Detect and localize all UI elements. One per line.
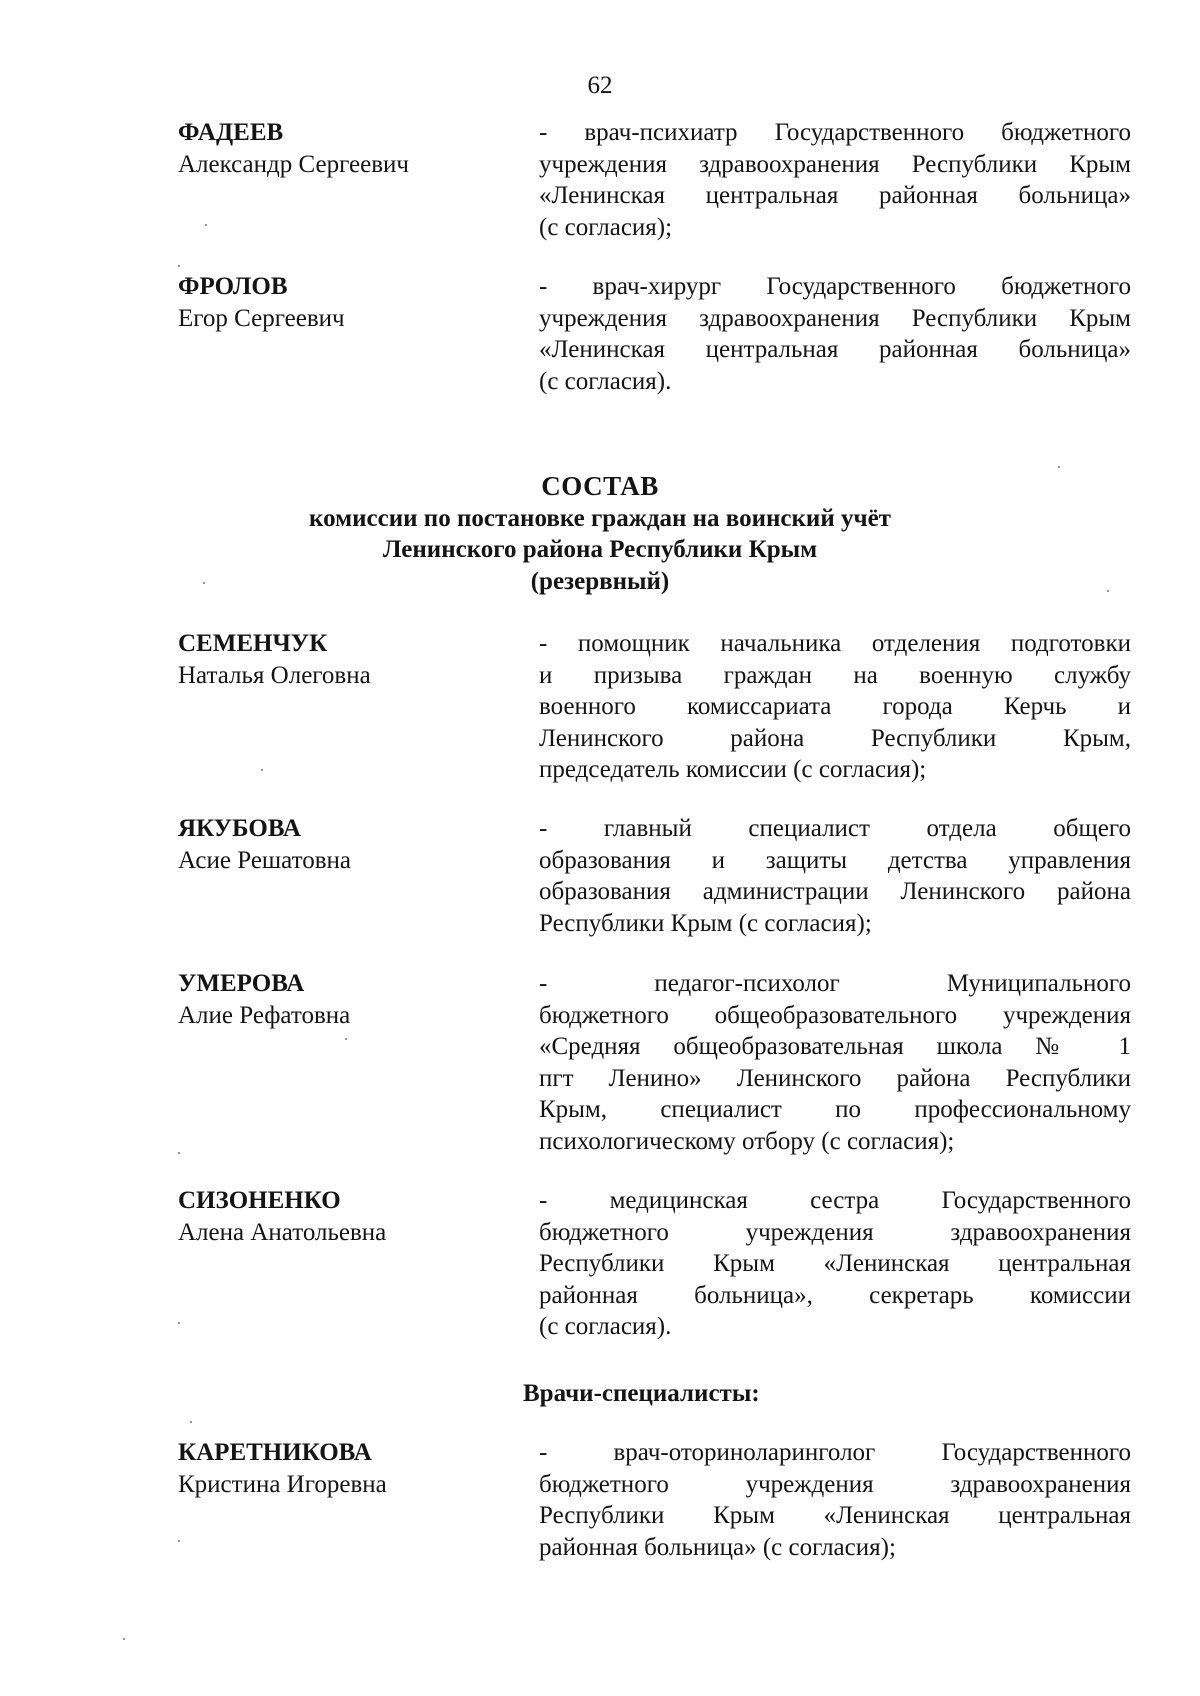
position-line: - главный специалист отдела общего [539, 815, 1131, 842]
member-given-name: Александр Сергеевич [178, 150, 409, 178]
member-name [178, 813, 478, 876]
position-line: Республики Крым «Ленинская центральная [539, 1502, 1131, 1529]
position-line: пгт Ленино» Ленинского района Республики [539, 1064, 1131, 1092]
position-line: - медицинская сестра Государственного [539, 1187, 1131, 1214]
position-line: - врач-оториноларинголог Государственного [539, 1439, 1131, 1466]
member-surname: ЯКУБОВА [178, 815, 301, 842]
heading-line: (резервный) [530, 567, 670, 595]
member-position [539, 271, 1131, 397]
scan-speck [178, 1322, 180, 1324]
scan-speck [345, 1038, 347, 1040]
member-surname: ФАДЕЕВ [178, 119, 284, 146]
member-position [539, 117, 1131, 243]
position-line: военного комиссариата города Керчь и [539, 693, 1131, 720]
scan-speck [178, 265, 180, 267]
scan-speck [190, 1421, 192, 1423]
section-heading [0, 471, 1200, 597]
member-name [178, 271, 478, 334]
position-line: образования администрации Ленинского района [539, 878, 1131, 905]
member-given-name: Алие Рефатовна [178, 1001, 351, 1029]
member-position [539, 1437, 1131, 1563]
member-position [539, 628, 1131, 786]
position-line: (с согласия). [539, 1313, 672, 1340]
heading-title: СОСТАВ [541, 471, 659, 501]
scan-speck [261, 769, 263, 771]
page-number: 62 [587, 72, 613, 99]
member-given-name: Алена Анатольевна [178, 1218, 387, 1246]
position-line: районная больница», секретарь комиссии [539, 1281, 1131, 1309]
member-surname: УМЕРОВА [178, 970, 305, 997]
scan-speck [1058, 466, 1060, 468]
member-name [178, 628, 478, 691]
scan-speck [203, 582, 205, 584]
position-line: психологическому отбору (с согласия); [539, 1127, 955, 1155]
position-line: председатель комиссии (с согласия); [539, 756, 927, 783]
position-line: образования и защиты детства управления [539, 846, 1131, 874]
position-line: и призыва граждан на военную службу [539, 661, 1131, 689]
member-given-name: Кристина Игоревна [178, 1470, 387, 1498]
member-position [539, 968, 1131, 1157]
position-line: бюджетного общеобразовательного учреждения [539, 1001, 1131, 1029]
position-line: районная больница» (с согласия); [539, 1533, 896, 1561]
position-line: «Средняя общеобразовательная школа № 1 [539, 1033, 1131, 1060]
member-given-name: Наталья Олеговна [178, 661, 371, 689]
member-position [539, 813, 1131, 939]
member-name [178, 1437, 478, 1500]
member-name [178, 117, 478, 180]
member-name [178, 968, 478, 1031]
scan-speck [205, 224, 207, 226]
member-given-name: Егор Сергеевич [178, 304, 345, 332]
position-line: учреждения здравоохранения Республики Крым [539, 304, 1131, 332]
scan-speck [178, 1540, 180, 1542]
position-line: Крым, специалист по профессиональному [539, 1096, 1131, 1123]
member-position [539, 1185, 1131, 1343]
position-line: - врач-хирург Государственного бюджетного [539, 273, 1131, 300]
position-line: (с согласия). [539, 367, 672, 395]
section-subheading: Врачи-специалисты: [523, 1380, 760, 1407]
member-surname: СИЗОНЕНКО [178, 1187, 341, 1214]
position-line: «Ленинская центральная районная больница» [539, 336, 1131, 363]
position-line: - помощник начальника отделения подготовки [539, 630, 1131, 657]
position-line: бюджетного учреждения здравоохранения [539, 1470, 1131, 1498]
member-name [178, 1185, 478, 1248]
position-line: бюджетного учреждения здравоохранения [539, 1218, 1131, 1246]
position-line: - педагог-психолог Муниципального [539, 970, 1131, 997]
scan-speck [1107, 590, 1109, 592]
position-line: - врач-психиатр Государственного бюджетного [539, 119, 1131, 146]
scan-speck [178, 1152, 180, 1154]
position-line: «Ленинская центральная районная больница» [539, 182, 1131, 209]
scan-speck [123, 1638, 125, 1640]
member-surname: КАРЕТНИКОВА [178, 1439, 372, 1466]
member-surname: ФРОЛОВ [178, 273, 288, 300]
position-line: Республики Крым (с согласия); [539, 909, 872, 937]
heading-line: комиссии по постановке граждан на воинский учёт [309, 504, 891, 532]
position-line: учреждения здравоохранения Республики Крым [539, 150, 1131, 178]
position-line: Республики Крым «Ленинская центральная [539, 1250, 1131, 1277]
member-surname: СЕМЕНЧУК [178, 630, 328, 657]
heading-line: Ленинского района Республики Крым [382, 536, 818, 563]
position-line: (с согласия); [539, 213, 673, 241]
member-given-name: Асие Решатовна [178, 846, 351, 874]
position-line: Ленинского района Республики Крым, [539, 724, 1131, 752]
